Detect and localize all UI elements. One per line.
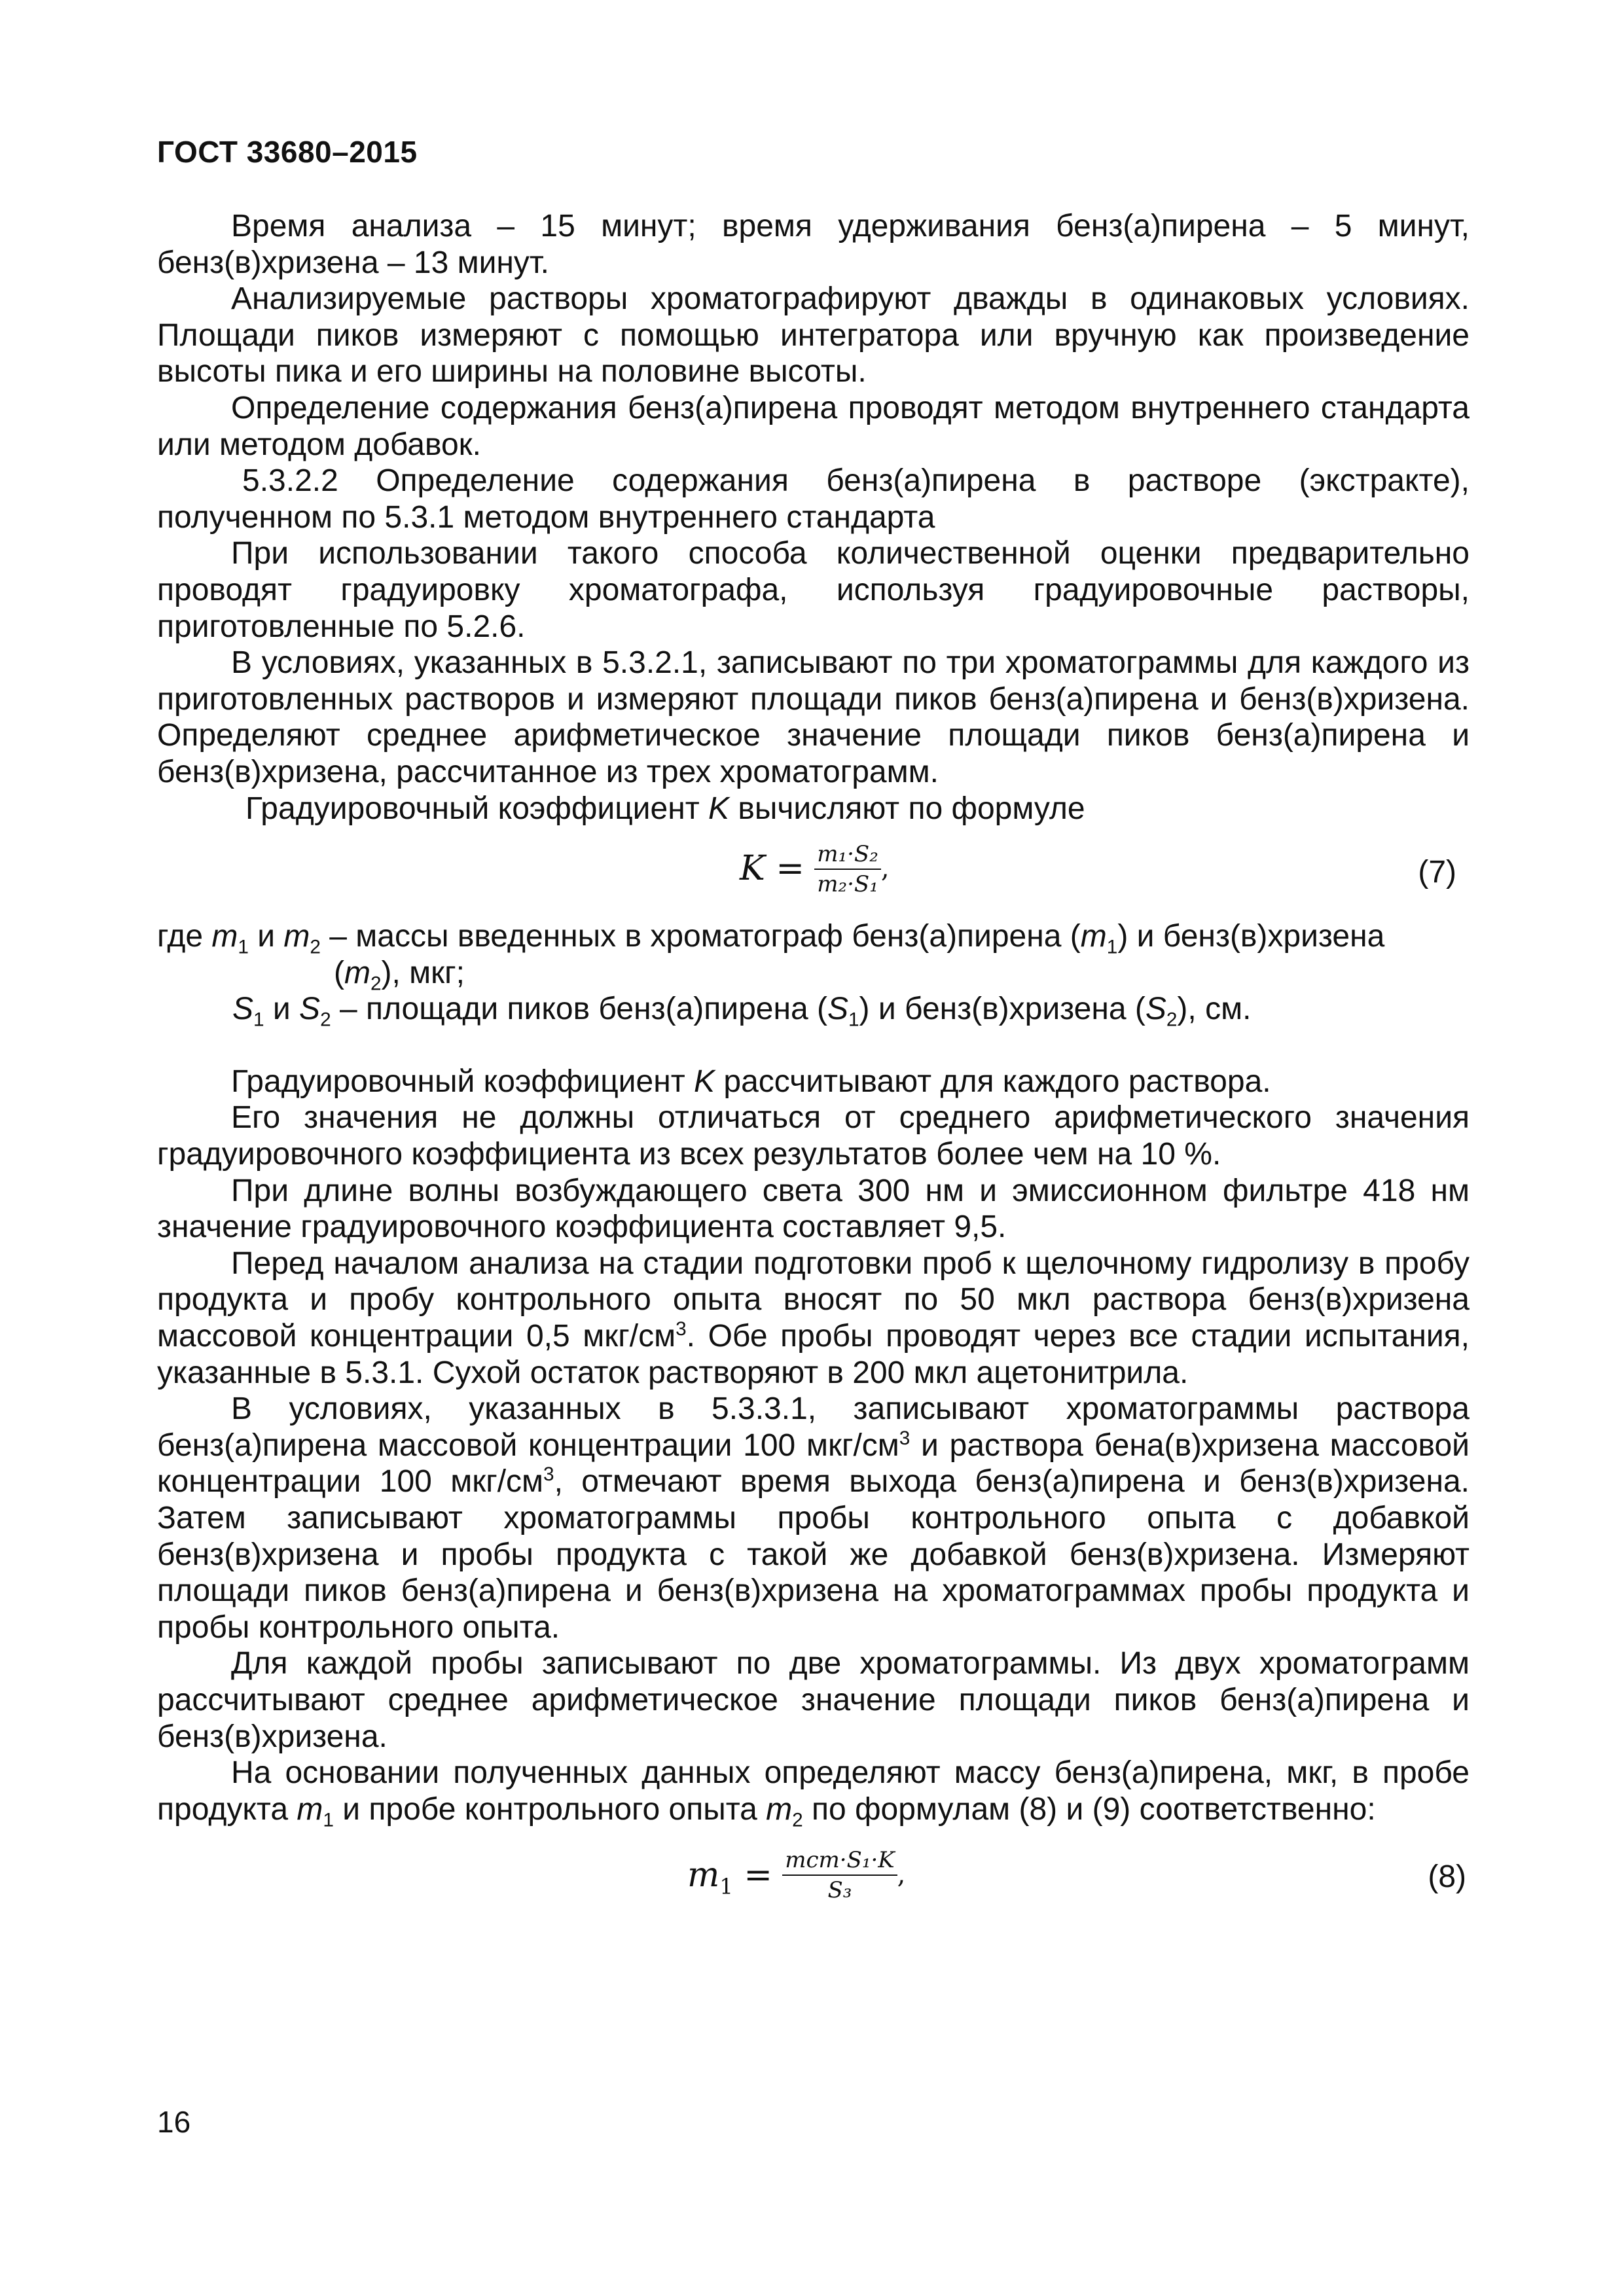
formula-8-numerator: mст·S₁·K bbox=[782, 1847, 897, 1876]
formula-8-lhs: $m_1$ = bbox=[687, 1855, 772, 1899]
paragraph: Определение содержания бенз(а)пирена проводят методом внутреннего стандарта или методом добавок. bbox=[157, 390, 1470, 462]
paragraph: Для каждой пробы записывают по две хроматограммы. Из двух хроматограмм рассчитывают среднее арифметическое значение площади пиков бенз(а)пирена и бенз(в)хризена. bbox=[157, 1646, 1470, 1754]
section-heading-5-3-2-2: 5.3.2.2 Определение содержания бенз(а)пирена в растворе (экстракте), полученном по 5.3.1 методом внутреннего стандарта bbox=[157, 463, 1470, 535]
paragraph: При длине волны возбуждающего света 300 нм и эмиссионном фильтре 418 нм значение градуировочного коэффициента составляет 9,5. bbox=[157, 1173, 1470, 1245]
paragraph: Время анализа – 15 минут; время удерживания бенз(а)пирена – 5 минут, бенз(в)хризена – 13 минут. bbox=[157, 209, 1470, 280]
paragraph: Градуировочный коэффициент K вычисляют по формуле bbox=[245, 791, 1085, 826]
paragraph: На основании полученных данных определяют массу бенз(а)пирена, мкг, в пробе продукта $m_1$ и пробе контрольного опыта $m_2$ по формулам (8) и (9) соответственно: bbox=[157, 1755, 1470, 1831]
formula-7-number: (7) bbox=[1418, 855, 1456, 890]
formula-7-fraction bbox=[814, 841, 881, 897]
paragraph: В условиях, указанных в 5.3.2.1, записывают по три хроматограммы для каждого из приготовленных растворов и измеряют площади пиков бенз(а)пирена и бенз(в)хризена. Определяют среднее арифметическое значение площади пиков бенз(а)пирена и бенз(в)хризена, рассчитанное из трех хроматограмм. bbox=[157, 645, 1470, 789]
document-body bbox=[157, 208, 1470, 1926]
definition-line: $(m_2)$, мкг; bbox=[334, 955, 465, 995]
spacer bbox=[157, 1028, 1470, 1064]
definition-line: где $m_1$ и $m_2$ – массы введенных в хроматограф бенз(а)пирена $(m_1)$ и бенз(в)хризена bbox=[157, 919, 1385, 958]
page-number: 16 bbox=[157, 2105, 191, 2139]
paragraph: Перед началом анализа на стадии подготовки проб к щелочному гидролизу в пробу продукта и пробу контрольного опыта вносят по 50 мкл раствора бенз(в)хризена массовой концентрации 0,5 мкг/$см^3$. Обе пробы проводят через все стадии испытания, указанные в 5.3.1. Сухой остаток растворяют в 200 мкл ацетонитрила. bbox=[157, 1246, 1470, 1390]
formula-7-lhs: K = bbox=[740, 849, 804, 889]
formula-7-comma: , bbox=[880, 853, 890, 884]
paragraph: При использовании такого способа количественной оценки предварительно проводят градуировку хроматографа, используя градуировочные растворы, приготовленные по 5.2.6. bbox=[157, 536, 1470, 644]
formula-7-numerator: m₁·S₂ bbox=[814, 841, 881, 870]
formula-8-number: (8) bbox=[1428, 1859, 1466, 1895]
definition-line: $S_1$ и $S_2$ – площади пиков бенз(а)пирена $(S_1)$ и бенз(в)хризена $(S_2)$, см. bbox=[232, 992, 1252, 1031]
formula-8 bbox=[157, 1827, 1470, 1926]
formula-8-denominator: S₃ bbox=[827, 1877, 852, 1904]
paragraph: В условиях, указанных в 5.3.3.1, записывают хроматограммы раствора бенз(а)пирена массовой концентрации 100 мкг/$см^3$ и раствора бена(в)хризена массовой концентрации 100 мкг/$см^3$, отмечают время выхода бенз(а)пирена и бенз(в)хризена. Затем записывают хроматограммы пробы контрольного опыта с добавкой бенз(в)хризена и пробы продукта с такой же добавкой бенз(в)хризена. Измеряют площади пиков бенз(а)пирена и бенз(в)хризена на хроматограммах пробы продукта и пробы контрольного опыта. bbox=[157, 1391, 1470, 1645]
formula-8-fraction bbox=[782, 1847, 897, 1903]
paragraph: Анализируемые растворы хроматографируют дважды в одинаковых условиях. Площади пиков измеряют с помощью интегратора или вручную как произведение высоты пика и его ширины на половине высоты. bbox=[157, 281, 1470, 389]
formula-8-comma: , bbox=[897, 1859, 906, 1890]
formula-7-denominator: m₂·S₁ bbox=[817, 871, 878, 898]
paragraph: Градуировочный коэффициент K рассчитывают для каждого раствора. bbox=[231, 1064, 1271, 1099]
document-header-title: ГОСТ 33680–2015 bbox=[157, 135, 418, 169]
formula-7 bbox=[157, 827, 1470, 918]
paragraph: Его значения не должны отличаться от среднего арифметического значения градуировочного коэффициента из всех результатов более чем на 10 %. bbox=[157, 1100, 1470, 1172]
